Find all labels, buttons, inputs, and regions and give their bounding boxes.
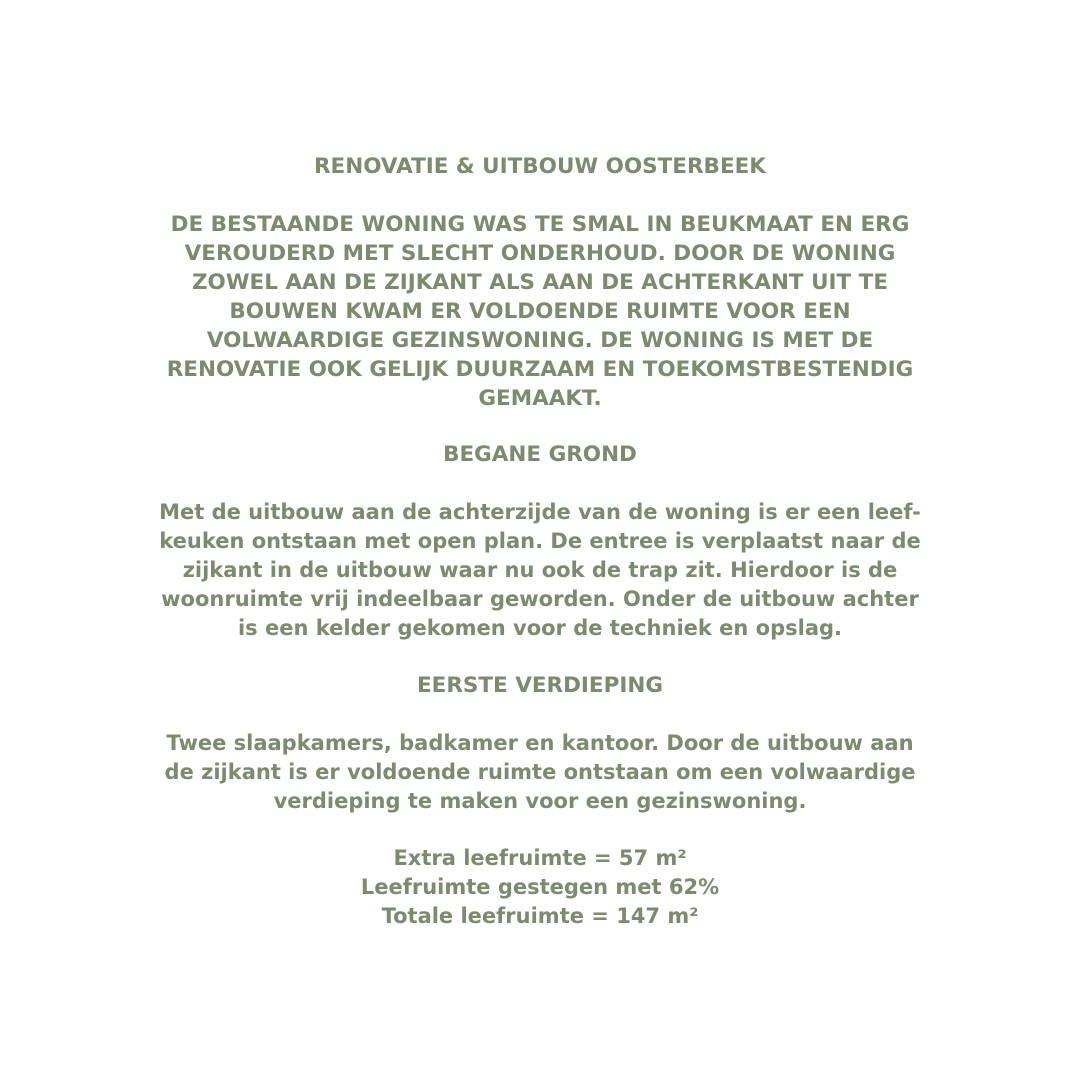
first-floor-paragraph bbox=[120, 729, 960, 816]
first-floor-line: Twee slaapkamers, badkamer en kantoor. Door de uitbouw aan bbox=[166, 731, 914, 755]
extra-living-space-stat: Extra leefruimte = 57 m² bbox=[393, 846, 687, 870]
intro-line: VOLWAARDIGE GEZINSWONING. DE WONING IS MET DE bbox=[206, 328, 874, 353]
ground-floor-line: woonruimte vrij indeelbaar geworden. Onder de uitbouw achter bbox=[161, 587, 919, 611]
intro-line: GEMAAKT. bbox=[478, 386, 602, 411]
ground-floor-line: Met de uitbouw aan de achterzijde van de woning is er een leef- bbox=[159, 500, 921, 524]
project-title: RENOVATIE & UITBOUW OOSTERBEEK bbox=[314, 154, 766, 179]
first-floor-line: de zijkant is er voldoende ruimte ontstaan om een volwaardige bbox=[164, 760, 916, 784]
intro-line: ZOWEL AAN DE ZIJKANT ALS AAN DE ACHTERKANT UIT TE bbox=[191, 270, 889, 295]
intro-paragraph bbox=[120, 210, 960, 413]
first-floor-heading: EERSTE VERDIEPING bbox=[416, 673, 664, 698]
total-living-space-stat: Totale leefruimte = 147 m² bbox=[381, 904, 699, 928]
intro-line: VEROUDERD MET SLECHT ONDERHOUD. DOOR DE WONING bbox=[184, 241, 896, 266]
living-space-increase-stat: Leefruimte gestegen met 62% bbox=[360, 875, 720, 899]
first-floor-line: verdieping te maken voor een gezinswoning. bbox=[273, 789, 807, 813]
ground-floor-line: zijkant in de uitbouw waar nu ook de trap zit. Hierdoor is de bbox=[182, 558, 898, 582]
living-space-stats bbox=[120, 844, 960, 931]
intro-line: RENOVATIE OOK GELIJK DUURZAAM EN TOEKOMSTBESTENDIG bbox=[166, 357, 914, 382]
ground-floor-heading: BEGANE GROND bbox=[443, 442, 637, 467]
intro-line: DE BESTAANDE WONING WAS TE SMAL IN BEUKMAAT EN ERG bbox=[170, 212, 910, 237]
ground-floor-line: is een kelder gekomen voor de techniek en opslag. bbox=[237, 616, 843, 640]
ground-floor-paragraph bbox=[120, 498, 960, 643]
intro-line: BOUWEN KWAM ER VOLDOENDE RUIMTE VOOR EEN bbox=[229, 299, 851, 324]
ground-floor-line: keuken ontstaan met open plan. De entree is verplaatst naar de bbox=[159, 529, 921, 553]
